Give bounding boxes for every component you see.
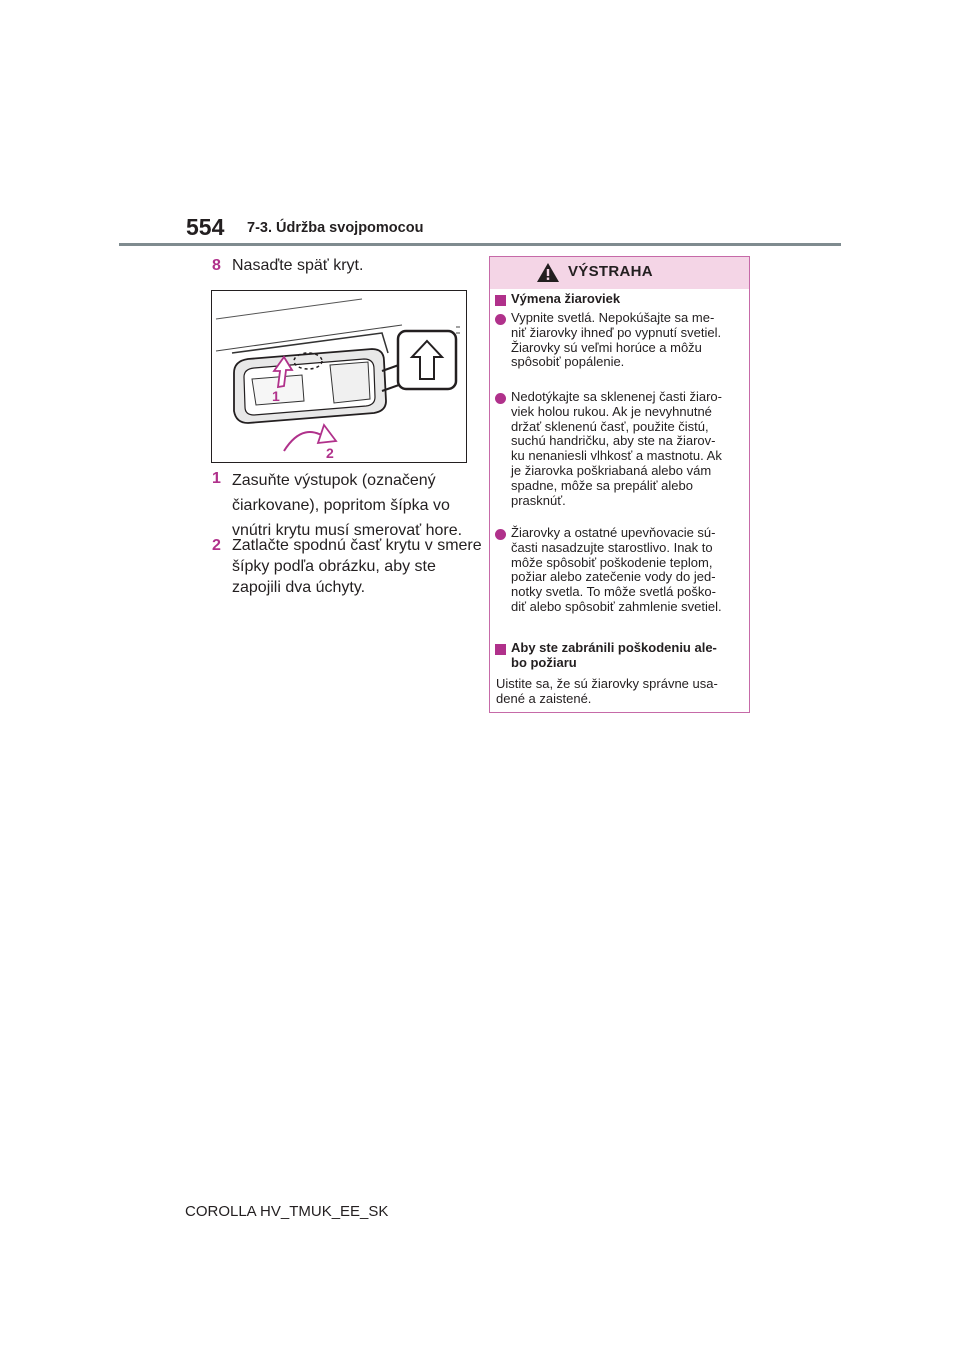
text-line: Aby ste zabránili poškodeniu ale- (511, 640, 717, 655)
section-square-icon (495, 644, 506, 655)
text-line: spadne, môže sa prepáliť alebo (511, 477, 693, 493)
text-line: časti nasadzujte starostlivo. Inak to (511, 539, 713, 555)
illustration-cover-installation (211, 290, 467, 463)
bullet-dot-icon (495, 393, 506, 404)
text-line: niť žiarovky ihneď po vypnutí svetiel. (511, 324, 722, 340)
section-heading-bulb-replacement: Výmena žiaroviek (511, 291, 621, 306)
step-text: Zasuňte výstupok (označený čiarkovane), popritom šípka vo vnútri krytu musí smerovať hore. (232, 472, 463, 539)
step-text: Zatlačte spodnú časť krytu v smere šípky podľa obrázku, aby ste zapojili dva úchyty. (232, 537, 482, 596)
text-line: môže spôsobiť poškodenie teplom, (511, 554, 713, 570)
text-line: suchú handričku, aby ste na žiarov- (511, 433, 716, 449)
text-line: spôsobiť popálenie. (511, 354, 625, 370)
page-number: 554 (186, 214, 225, 240)
warning-header (490, 257, 749, 289)
step-number: 2 (212, 537, 221, 554)
section-2-text (496, 677, 718, 707)
section-title: 7-3. Údržba svojpomocou (247, 220, 424, 236)
warning-title: VÝSTRAHA (568, 263, 653, 280)
text-line: Žiarovky sú veľmi horúce a môžu (511, 339, 702, 355)
text-line: dené a zaistené. (496, 690, 592, 706)
text-line: Uistite sa, že sú žiarovky správne usa- (496, 676, 718, 691)
warning-bullet-2 (511, 390, 722, 508)
bullet-dot-icon (495, 314, 506, 325)
warning-box (489, 256, 750, 713)
text-line: prasknúť. (511, 492, 566, 508)
header-divider (119, 243, 841, 246)
footer-model-code: COROLLA HV_TMUK_EE_SK (185, 1203, 389, 1220)
text-line: viek holou rukou. Ak je nevyhnutné (511, 403, 712, 419)
step-number: 8 (212, 257, 221, 274)
warning-triangle-icon (536, 262, 560, 283)
section-heading-damage-fire (511, 641, 717, 671)
cover-diagram (212, 291, 466, 462)
text-line: Vypnite svetlá. Nepokúšajte sa me- (511, 310, 715, 325)
text-line: držať sklenenú časť, použite čistú, (511, 418, 709, 434)
text-line: Žiarovky a ostatné upevňovacie sú- (511, 525, 716, 540)
text-line: bo požiaru (511, 654, 577, 670)
warning-bullet-3 (511, 526, 722, 615)
text-line: je žiarovka poškriabaná alebo vám (511, 462, 712, 478)
callout-2: 2 (326, 445, 334, 461)
callout-1: 1 (272, 388, 280, 404)
section-square-icon (495, 295, 506, 306)
text-line: ku nenaniesli vlhkosť a mastnotu. Ak (511, 448, 722, 464)
text-line: diť alebo spôsobiť zahmlenie svetiel. (511, 598, 722, 614)
step-number: 1 (212, 470, 221, 487)
text-line: Nedotýkajte sa sklenenej časti žiaro- (511, 389, 722, 404)
step-text: Nasaďte späť kryt. (232, 257, 364, 274)
warning-bullet-1 (511, 311, 721, 370)
bullet-dot-icon (495, 529, 506, 540)
text-line: požiar alebo zatečenie vody do jed- (511, 569, 716, 585)
text-line: notky svetla. To môže svetlá poško- (511, 584, 716, 600)
